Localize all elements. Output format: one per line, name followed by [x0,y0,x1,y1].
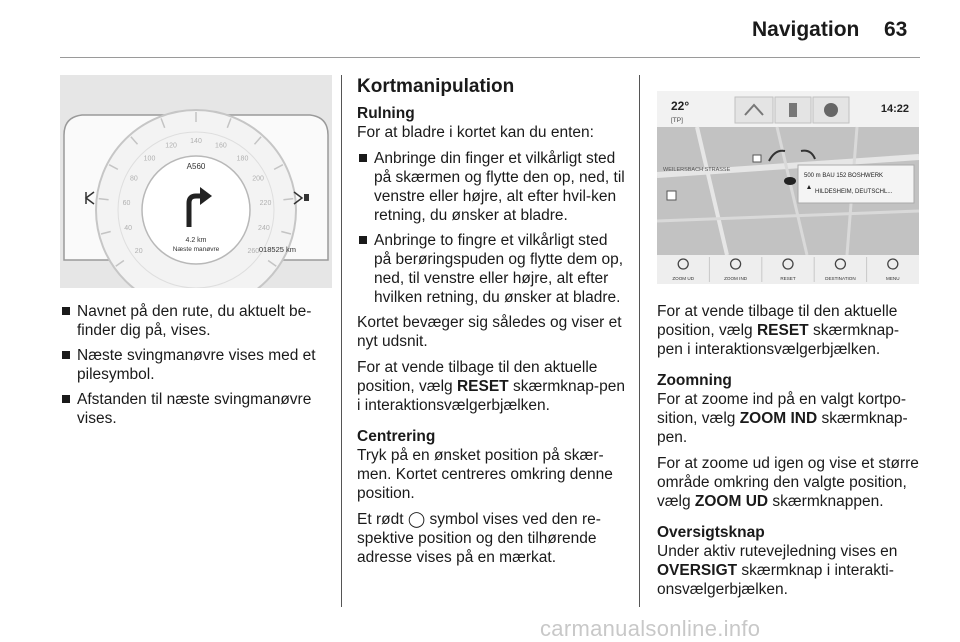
reset-paragraph-right: For at vende tilbage til den aktuelle position, vælg RESET skærmknap-pen i interaktionsvælgerbjælken. [657,303,900,358]
square-bullet-icon [359,154,367,162]
speed-tick-label: 100 [143,155,156,163]
address-popup[interactable] [798,165,914,203]
right-column [657,302,921,606]
section-heading: Kortmanipulation [357,76,515,97]
reset-paragraph: For at vende tilbage til den aktuelle position, vælg RESET skærmknap-pen i interaktionsvælgerbjælken. [357,359,625,414]
cluster-illustration [60,75,332,288]
watermark: carmanualsonline.info [540,616,761,641]
distance-to-turn: 4.2 km [185,237,207,244]
speed-tick-label: 160 [215,142,227,150]
square-bullet-icon [62,395,70,403]
speed-tick-label: 120 [165,142,177,150]
speed-tick-label: 260 [247,248,260,256]
speed-tick-label: 20 [134,248,143,256]
speed-tick-label: 180 [236,155,249,163]
road-name: A560 [186,162,206,171]
next-maneuver-label: Næste manøvre [172,246,220,253]
zoom-in-paragraph: For at zoome ind på en valgt kortpo-sition, vælg ZOOM IND skærmknap-pen. [657,391,908,446]
clock: 14:22 [880,103,909,115]
list-item: Navnet på den rute, du aktuelt be-finder dig på, vises. [60,302,335,340]
rulning-list [357,149,627,307]
instrument-cluster-figure [60,75,332,288]
interaction-button-label: RESET [780,276,796,281]
overview-paragraph: Under aktiv rutevejledning vises en OVERSIGT skærmknap i interakti-onsvælgerbjælken. [657,543,898,598]
cluster-info-list [60,302,335,428]
speed-tick-label: 220 [259,199,272,207]
odometer: 018525 km [258,245,296,254]
list-item: Anbringe din finger et vilkårligt sted på skærmen og flytte den op, ned, til venstre eller højre, alt efter hvil-ken retning, du ønsker at bladre. [357,149,627,225]
move-text: Kortet bevæger sig således og viser et nyt udsnit. [357,314,622,350]
left-column [60,302,335,434]
popup-line-2: HILDESHEIM, DEUTSCHL... [815,189,893,195]
info-icon [824,103,838,117]
speed-tick-label: 40 [124,225,132,233]
page-header [0,0,960,60]
centrering-heading: Centrering [357,428,436,445]
overview-keyword: OVERSIGT [657,562,738,579]
square-bullet-icon [62,307,70,315]
zoom-in-keyword: ZOOM IND [739,410,818,427]
overview-heading: Oversigtsknap [657,524,765,541]
speed-tick-label: 140 [190,138,202,145]
temperature: 22° [671,99,690,113]
reset-keyword-right: RESET [756,322,809,339]
nav-screen-illustration [657,91,919,284]
parking-icon [667,191,676,200]
zoom-out-paragraph: For at zoome ud igen og vise et større område omkring den valgte position, vælg ZOOM UD skærmknappen. [657,455,919,510]
list-item: Næste svingmanøvre vises med et pilesymbol. [60,346,335,384]
red-symbol-text: Et rødt ◯ symbol vises ved den re-spektive position og den tilhørende adresse vises på en mærkat. [357,511,601,566]
interaction-button-label: MENU [886,276,900,281]
list-item: Anbringe to fingre et vilkårligt sted på berøringspuden og flytte dem op, ned, til venstre eller højre, alt efter hvilken retning, du ønsker at bladre. [357,231,627,307]
list-item: Afstanden til næste svingmanøvre vises. [60,390,335,428]
interaction-button-label: ZOOM IND [724,276,748,281]
map-marker-icon [784,177,796,185]
reset-keyword: RESET [456,378,509,395]
page-number: 63 [884,18,908,41]
centrering-text: Tryk på en ønsket position på skær-men. Kortet centreres omkring denne position. [357,447,613,502]
column-divider-1 [341,75,342,607]
street-label: WEILERSBACH STRASSE [663,167,731,173]
square-bullet-icon [359,236,367,244]
popup-line-1: 500 m BAU 152 BOSHWERK [804,173,884,179]
speed-tick-label: 240 [258,225,270,233]
tp-indicator: [TP] [671,117,683,124]
phone-icon [789,103,797,117]
header-rule [60,57,920,58]
zoom-out-keyword: ZOOM UD [694,493,769,510]
interaction-button-label: ZOOM UD [672,276,695,281]
speed-tick-label: 200 [252,175,264,183]
column-divider-2 [639,75,640,607]
navigation-screen-figure [657,91,919,284]
speed-tick-label: 60 [122,199,131,207]
interaction-button-label: DESTINATION [825,276,856,281]
rulning-intro: For at bladre i kortet kan du enten: [357,124,594,141]
middle-column [357,77,627,574]
page-title: Navigation [752,18,860,41]
map-poi-icon [753,155,761,162]
speed-tick-label: 80 [130,175,138,183]
app-tab-nav[interactable] [735,97,773,123]
square-bullet-icon [62,351,70,359]
rulning-heading: Rulning [357,105,415,122]
zoom-heading: Zoomning [657,372,732,389]
